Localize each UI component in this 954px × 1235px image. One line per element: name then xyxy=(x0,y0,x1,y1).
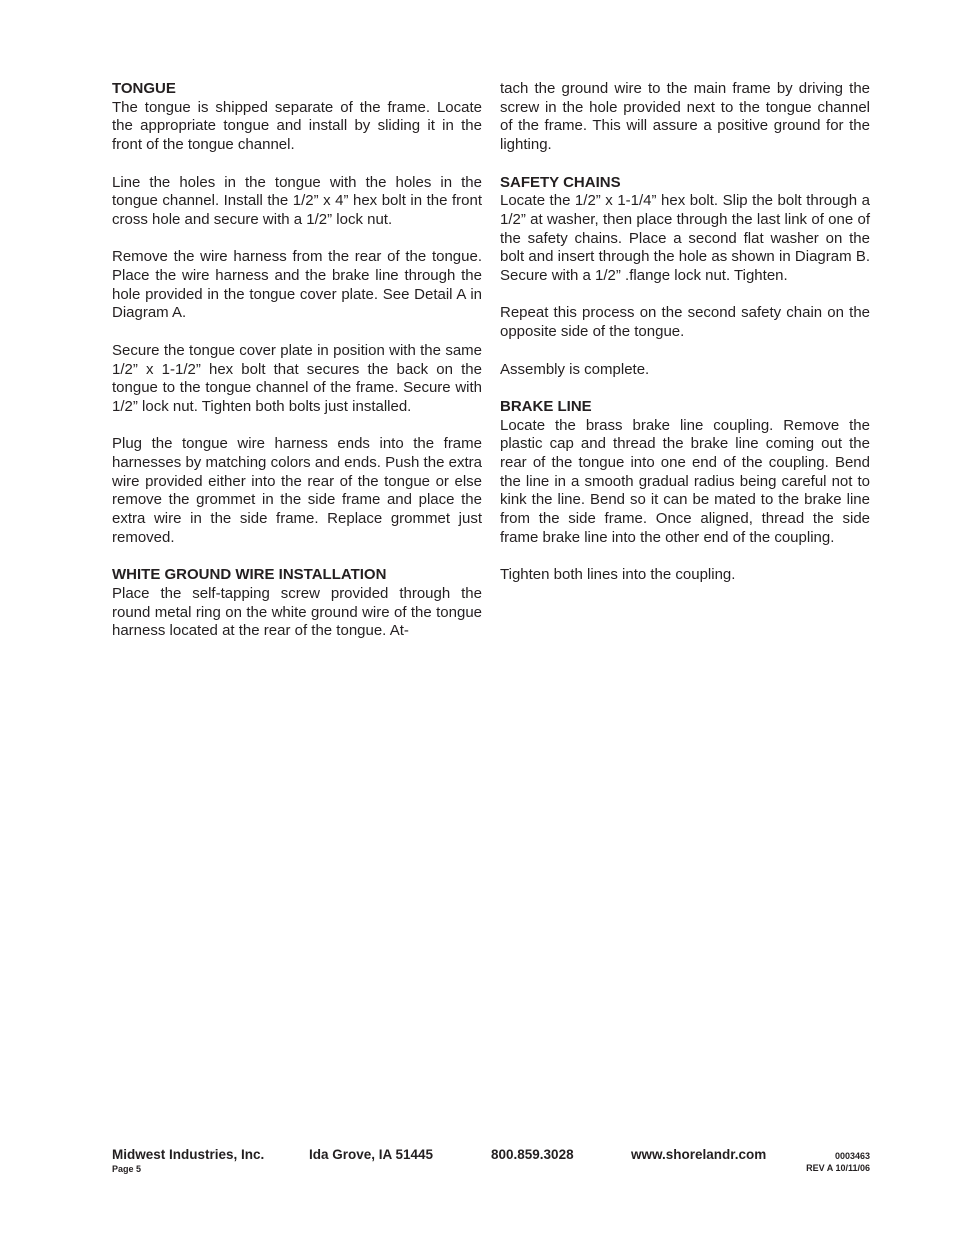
brake-line-paragraph-2: Tighten both lines into the coupling. xyxy=(500,566,736,584)
tongue-heading: TONGUE xyxy=(112,80,176,97)
safety-chains-heading: SAFETY CHAINS xyxy=(500,173,621,191)
ground-wire-heading: WHITE GROUND WIRE INSTALLATION xyxy=(112,566,387,584)
safety-chains-paragraph-2: Repeat this process on the second safety chain on the opposite side of the tongue. xyxy=(500,304,870,341)
footer-city: Ida Grove, IA 51445 xyxy=(309,1147,434,1162)
footer-phone: 800.859.3028 xyxy=(491,1147,574,1162)
ground-wire-paragraph-continued: tach the ground wire to the main frame by driving the screw in the hole provided next to the tongue channel of the frame. This will assure a positive ground for the lighting. xyxy=(500,80,870,154)
brake-line-heading: BRAKE LINE xyxy=(500,397,592,415)
tongue-paragraph-5: Plug the tongue wire harness ends into the frame harnesses by matching colors and ends. Push the extra wire provided either into the rear of the tongue or else remove the grommet in the side frame and place the extra wire in the side frame. Replace grommet just removed. xyxy=(112,435,482,546)
tongue-paragraph-1: The tongue is shipped separate of the frame. Locate the appropriate tongue and install by sliding it in the front of the tongue channel. xyxy=(112,98,482,154)
footer-page-number: Page 5 xyxy=(112,1164,142,1174)
left-column xyxy=(112,80,482,660)
page-footer xyxy=(112,1147,870,1177)
tongue-paragraph-2: Line the holes in the tongue with the holes in the tongue channel. Install the 1/2” x 4” hex bolt in the front cross hole and secure with a 1/2” lock nut. xyxy=(112,173,482,228)
assembly-complete-text: Assembly is complete. xyxy=(500,360,650,378)
safety-chains-paragraph-1: Locate the 1/2” x 1-1/4” hex bolt. Slip the bolt through a 1/2” at washer, then place through the last link of one of the safety chains. Place a second flat washer on the bolt and insert through the hole as shown in Diagram B. Secure with a 1/2” .flange lock nut. Tighten. xyxy=(500,192,870,285)
brake-line-paragraph-1: Locate the brass brake line coupling. Remove the plastic cap and thread the brake line coming out the rear of the tongue into one end of the coupling. Bend the line in a smooth gradual radius being careful not to kink the line. Bend so it can be mated to the brake line from the side frame. Once aligned, thread the side frame brake line into the other end of the coupling. xyxy=(500,416,870,546)
footer-part-number: 0003463 xyxy=(834,1151,870,1161)
footer-company: Midwest Industries, Inc. xyxy=(112,1147,265,1162)
right-column xyxy=(500,80,870,604)
ground-wire-paragraph-start: Place the self-tapping screw provided through the round metal ring on the white ground wire of the tongue harness located at the rear of the tongue. At- xyxy=(112,584,482,640)
footer-revision: REV A 10/11/06 xyxy=(806,1163,870,1173)
footer-website: www.shorelandr.com xyxy=(631,1147,767,1162)
tongue-paragraph-4: Secure the tongue cover plate in position with the same 1/2” x 1-1/2” hex bolt that secures the back on the tongue to the tongue channel of the frame. Secure with 1/2” lock nut. Tighten both bolts just installed. xyxy=(112,341,482,415)
tongue-paragraph-3: Remove the wire harness from the rear of the tongue. Place the wire harness and the brake line through the hole provided in the tongue cover plate. See Detail A in Diagram A. xyxy=(112,248,482,322)
